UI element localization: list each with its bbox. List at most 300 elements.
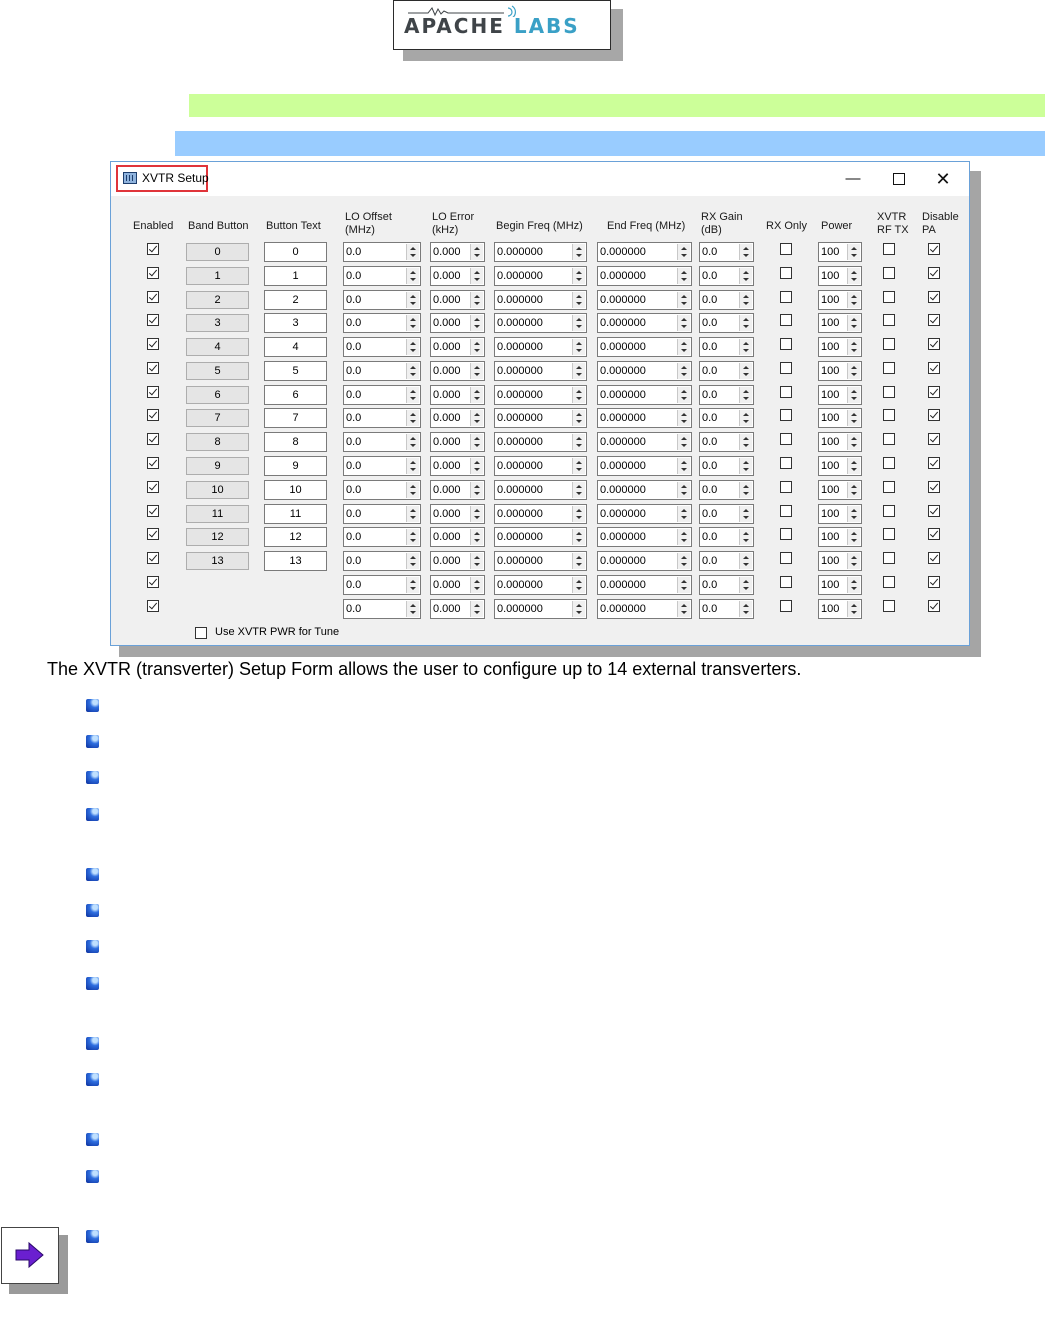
rx-gain-spinner[interactable] <box>699 504 754 524</box>
rx-gain-spinner[interactable] <box>699 266 754 286</box>
band-button[interactable]: 3 <box>186 314 249 332</box>
spinner-arrows-icon[interactable] <box>406 410 419 426</box>
disable-pa-checkbox[interactable] <box>928 267 940 279</box>
spinner-arrows-icon[interactable] <box>677 553 690 569</box>
spinner-arrows-icon[interactable] <box>470 387 483 403</box>
lo-error-spinner[interactable] <box>430 456 485 476</box>
rx-gain-spinner[interactable] <box>699 551 754 571</box>
rx-gain-spinner[interactable] <box>699 599 754 619</box>
button-text-input[interactable]: 1 <box>264 266 327 286</box>
spinner-arrows-icon[interactable] <box>406 363 419 379</box>
enabled-checkbox[interactable] <box>147 505 159 517</box>
rx-gain-spinner[interactable] <box>699 361 754 381</box>
begin-freq-spinner[interactable] <box>494 266 587 286</box>
rx-gain-spinner[interactable] <box>699 480 754 500</box>
rx-gain-spinner[interactable] <box>699 242 754 262</box>
spinner-arrows-icon[interactable] <box>406 529 419 545</box>
lo-error-spinner[interactable] <box>430 504 485 524</box>
disable-pa-checkbox[interactable] <box>928 552 940 564</box>
spinner-arrows-icon[interactable] <box>572 339 585 355</box>
spinner-arrows-icon[interactable] <box>406 339 419 355</box>
spinner-arrows-icon[interactable] <box>470 410 483 426</box>
end-freq-spinner[interactable] <box>597 551 692 571</box>
lo-error-spinner-value: 0.000 <box>433 460 461 472</box>
lo-error-spinner[interactable] <box>430 408 485 428</box>
power-spinner[interactable] <box>818 504 862 524</box>
end-freq-spinner[interactable] <box>597 599 692 619</box>
end-freq-spinner-value: 0.000000 <box>600 508 646 520</box>
spinner-arrows-icon[interactable] <box>677 577 690 593</box>
rx-only-checkbox[interactable] <box>780 576 792 588</box>
enabled-checkbox[interactable] <box>147 291 159 303</box>
band-button[interactable]: 0 <box>186 243 249 261</box>
spinner-arrows-icon[interactable] <box>739 601 752 617</box>
button-text-input[interactable]: 11 <box>264 504 327 524</box>
spinner-arrows-icon[interactable] <box>677 601 690 617</box>
lo-offset-spinner[interactable] <box>343 456 421 476</box>
begin-freq-spinner[interactable] <box>494 313 587 333</box>
spinner-arrows-icon[interactable] <box>470 363 483 379</box>
power-spinner[interactable] <box>818 456 862 476</box>
lo-error-spinner[interactable] <box>430 599 485 619</box>
header-lo-error-unit: (kHz) <box>432 224 459 236</box>
enabled-checkbox[interactable] <box>147 433 159 445</box>
enabled-checkbox[interactable] <box>147 386 159 398</box>
spinner-arrows-icon[interactable] <box>470 292 483 308</box>
spinner-arrows-icon[interactable] <box>739 529 752 545</box>
power-spinner[interactable] <box>818 361 862 381</box>
xvtr-rf-tx-checkbox[interactable] <box>883 338 895 350</box>
spinner-arrows-icon[interactable] <box>847 387 860 403</box>
disable-pa-checkbox[interactable] <box>928 362 940 374</box>
spinner-arrows-icon[interactable] <box>470 315 483 331</box>
band-button[interactable]: 2 <box>186 291 249 309</box>
rx-gain-spinner[interactable] <box>699 575 754 595</box>
begin-freq-spinner[interactable] <box>494 385 587 405</box>
power-spinner[interactable] <box>818 480 862 500</box>
lo-offset-spinner[interactable] <box>343 385 421 405</box>
spinner-arrows-icon[interactable] <box>406 482 419 498</box>
begin-freq-spinner[interactable] <box>494 504 587 524</box>
begin-freq-spinner[interactable] <box>494 242 587 262</box>
lo-offset-spinner[interactable] <box>343 432 421 452</box>
end-freq-spinner[interactable] <box>597 313 692 333</box>
begin-freq-spinner[interactable] <box>494 408 587 428</box>
spinner-arrows-icon[interactable] <box>406 577 419 593</box>
xvtr-rf-tx-checkbox[interactable] <box>883 409 895 421</box>
power-spinner[interactable] <box>818 337 862 357</box>
spinner-arrows-icon[interactable] <box>847 292 860 308</box>
enabled-checkbox[interactable] <box>147 528 159 540</box>
enabled-checkbox[interactable] <box>147 600 159 612</box>
button-text-input[interactable]: 12 <box>264 527 327 547</box>
spinner-arrows-icon[interactable] <box>739 268 752 284</box>
rx-gain-spinner[interactable] <box>699 337 754 357</box>
lo-error-spinner[interactable] <box>430 385 485 405</box>
rx-only-checkbox[interactable] <box>780 267 792 279</box>
spinner-arrows-icon[interactable] <box>739 458 752 474</box>
rx-only-checkbox[interactable] <box>780 457 792 469</box>
disable-pa-checkbox[interactable] <box>928 505 940 517</box>
button-text-input[interactable]: 3 <box>264 313 327 333</box>
xvtr-rf-tx-checkbox[interactable] <box>883 243 895 255</box>
spinner-arrows-icon[interactable] <box>847 529 860 545</box>
rx-only-checkbox[interactable] <box>780 528 792 540</box>
spinner-arrows-icon[interactable] <box>572 363 585 379</box>
spinner-arrows-icon[interactable] <box>739 553 752 569</box>
spinner-arrows-icon[interactable] <box>847 577 860 593</box>
spinner-arrows-icon[interactable] <box>470 458 483 474</box>
spinner-arrows-icon[interactable] <box>847 434 860 450</box>
spinner-arrows-icon[interactable] <box>739 410 752 426</box>
button-text-input[interactable]: 8 <box>264 432 327 452</box>
begin-freq-spinner[interactable] <box>494 361 587 381</box>
band-button[interactable]: 7 <box>186 409 249 427</box>
xvtr-rf-tx-checkbox[interactable] <box>883 433 895 445</box>
enabled-checkbox[interactable] <box>147 338 159 350</box>
enabled-checkbox[interactable] <box>147 314 159 326</box>
spinner-arrows-icon[interactable] <box>677 529 690 545</box>
disable-pa-checkbox[interactable] <box>928 409 940 421</box>
enabled-checkbox[interactable] <box>147 552 159 564</box>
spinner-arrows-icon[interactable] <box>677 410 690 426</box>
spinner-arrows-icon[interactable] <box>406 553 419 569</box>
spinner-arrows-icon[interactable] <box>847 244 860 260</box>
spinner-arrows-icon[interactable] <box>847 601 860 617</box>
spinner-arrows-icon[interactable] <box>470 553 483 569</box>
power-spinner[interactable] <box>818 575 862 595</box>
end-freq-spinner[interactable] <box>597 266 692 286</box>
power-spinner[interactable] <box>818 551 862 571</box>
spinner-arrows-icon[interactable] <box>847 506 860 522</box>
spinner-arrows-icon[interactable] <box>739 387 752 403</box>
button-text-input[interactable]: 13 <box>264 551 327 571</box>
spinner-arrows-icon[interactable] <box>847 410 860 426</box>
rx-gain-spinner[interactable] <box>699 313 754 333</box>
lo-offset-spinner[interactable] <box>343 480 421 500</box>
spinner-arrows-icon[interactable] <box>406 292 419 308</box>
spinner-arrows-icon[interactable] <box>572 315 585 331</box>
disable-pa-checkbox[interactable] <box>928 243 940 255</box>
disable-pa-checkbox[interactable] <box>928 433 940 445</box>
button-text-input[interactable]: 10 <box>264 480 327 500</box>
spinner-arrows-icon[interactable] <box>677 292 690 308</box>
end-freq-spinner[interactable] <box>597 361 692 381</box>
band-button[interactable]: 1 <box>186 267 249 285</box>
end-freq-spinner[interactable] <box>597 242 692 262</box>
disable-pa-checkbox[interactable] <box>928 338 940 350</box>
spinner-arrows-icon[interactable] <box>739 506 752 522</box>
lo-offset-spinner[interactable] <box>343 290 421 310</box>
band-button[interactable]: 9 <box>186 457 249 475</box>
xvtr-rf-tx-checkbox[interactable] <box>883 576 895 588</box>
lo-error-spinner[interactable] <box>430 266 485 286</box>
xvtr-rf-tx-checkbox[interactable] <box>883 528 895 540</box>
spinner-arrows-icon[interactable] <box>470 244 483 260</box>
spinner-arrows-icon[interactable] <box>847 553 860 569</box>
begin-freq-spinner[interactable] <box>494 432 587 452</box>
rx-only-checkbox[interactable] <box>780 505 792 517</box>
rx-only-checkbox[interactable] <box>780 481 792 493</box>
lo-offset-spinner[interactable] <box>343 313 421 333</box>
lo-error-spinner[interactable] <box>430 242 485 262</box>
power-spinner[interactable] <box>818 432 862 452</box>
spinner-arrows-icon[interactable] <box>406 434 419 450</box>
button-text-input[interactable]: 0 <box>264 242 327 262</box>
xvtr-rf-tx-checkbox[interactable] <box>883 600 895 612</box>
rx-gain-spinner[interactable] <box>699 527 754 547</box>
spinner-arrows-icon[interactable] <box>847 482 860 498</box>
button-text-input[interactable]: 9 <box>264 456 327 476</box>
spinner-arrows-icon[interactable] <box>470 506 483 522</box>
lo-error-spinner-value: 0.000 <box>433 341 461 353</box>
end-freq-spinner[interactable] <box>597 290 692 310</box>
end-freq-spinner[interactable] <box>597 480 692 500</box>
begin-freq-spinner[interactable] <box>494 480 587 500</box>
rx-only-checkbox[interactable] <box>780 600 792 612</box>
spinner-arrows-icon[interactable] <box>677 506 690 522</box>
lo-offset-spinner[interactable] <box>343 242 421 262</box>
spinner-arrows-icon[interactable] <box>572 434 585 450</box>
lo-error-spinner[interactable] <box>430 313 485 333</box>
begin-freq-spinner[interactable] <box>494 599 587 619</box>
rx-gain-spinner[interactable] <box>699 432 754 452</box>
spinner-arrows-icon[interactable] <box>677 339 690 355</box>
spinner-arrows-icon[interactable] <box>847 315 860 331</box>
rx-gain-spinner[interactable] <box>699 385 754 405</box>
disable-pa-checkbox[interactable] <box>928 481 940 493</box>
spinner-arrows-icon[interactable] <box>406 506 419 522</box>
begin-freq-spinner-value: 0.000000 <box>497 412 543 424</box>
spinner-arrows-icon[interactable] <box>572 601 585 617</box>
power-spinner[interactable] <box>818 599 862 619</box>
spinner-arrows-icon[interactable] <box>739 315 752 331</box>
spinner-arrows-icon[interactable] <box>470 482 483 498</box>
xvtr-rf-tx-checkbox[interactable] <box>883 314 895 326</box>
spinner-arrows-icon[interactable] <box>572 553 585 569</box>
lo-error-spinner[interactable] <box>430 361 485 381</box>
end-freq-spinner[interactable] <box>597 408 692 428</box>
spinner-arrows-icon[interactable] <box>572 458 585 474</box>
spinner-arrows-icon[interactable] <box>406 601 419 617</box>
enabled-checkbox[interactable] <box>147 409 159 421</box>
band-button[interactable]: 12 <box>186 528 249 546</box>
end-freq-spinner[interactable] <box>597 575 692 595</box>
disable-pa-checkbox[interactable] <box>928 576 940 588</box>
lo-offset-spinner[interactable] <box>343 575 421 595</box>
maximize-button[interactable] <box>884 167 914 191</box>
lo-error-spinner[interactable] <box>430 575 485 595</box>
spinner-arrows-icon[interactable] <box>572 268 585 284</box>
rx-only-checkbox[interactable] <box>780 291 792 303</box>
spinner-arrows-icon[interactable] <box>677 482 690 498</box>
close-button[interactable]: ✕ <box>935 169 951 189</box>
begin-freq-spinner[interactable] <box>494 290 587 310</box>
spinner-arrows-icon[interactable] <box>677 315 690 331</box>
rx-gain-spinner[interactable] <box>699 456 754 476</box>
bullet-icon <box>86 940 99 953</box>
spinner-arrows-icon[interactable] <box>572 410 585 426</box>
spinner-arrows-icon[interactable] <box>739 363 752 379</box>
spinner-arrows-icon[interactable] <box>470 434 483 450</box>
spinner-arrows-icon[interactable] <box>739 482 752 498</box>
power-spinner[interactable] <box>818 242 862 262</box>
next-page-button[interactable] <box>1 1227 59 1284</box>
spinner-arrows-icon[interactable] <box>572 482 585 498</box>
rx-only-checkbox[interactable] <box>780 243 792 255</box>
spinner-arrows-icon[interactable] <box>572 506 585 522</box>
spinner-arrows-icon[interactable] <box>847 339 860 355</box>
spinner-arrows-icon[interactable] <box>406 458 419 474</box>
enabled-checkbox[interactable] <box>147 243 159 255</box>
end-freq-spinner[interactable] <box>597 456 692 476</box>
disable-pa-checkbox[interactable] <box>928 291 940 303</box>
lo-offset-spinner[interactable] <box>343 337 421 357</box>
end-freq-spinner[interactable] <box>597 337 692 357</box>
rx-only-checkbox[interactable] <box>780 386 792 398</box>
power-spinner[interactable] <box>818 385 862 405</box>
lo-offset-spinner[interactable] <box>343 408 421 428</box>
spinner-arrows-icon[interactable] <box>572 292 585 308</box>
button-text-input[interactable]: 2 <box>264 290 327 310</box>
spinner-arrows-icon[interactable] <box>406 268 419 284</box>
spinner-arrows-icon[interactable] <box>572 577 585 593</box>
rx-only-checkbox[interactable] <box>780 552 792 564</box>
button-text-input[interactable]: 5 <box>264 361 327 381</box>
lo-offset-spinner[interactable] <box>343 551 421 571</box>
lo-offset-spinner[interactable] <box>343 504 421 524</box>
begin-freq-spinner[interactable] <box>494 575 587 595</box>
begin-freq-spinner-value: 0.000000 <box>497 389 543 401</box>
rx-only-checkbox[interactable] <box>780 314 792 326</box>
spinner-arrows-icon[interactable] <box>572 387 585 403</box>
rx-gain-spinner[interactable] <box>699 408 754 428</box>
spinner-arrows-icon[interactable] <box>470 268 483 284</box>
use-xvtr-pwr-tune-checkbox[interactable] <box>195 627 207 639</box>
begin-freq-spinner[interactable] <box>494 337 587 357</box>
spinner-arrows-icon[interactable] <box>677 363 690 379</box>
xvtr-rf-tx-checkbox[interactable] <box>883 267 895 279</box>
xvtr-rf-tx-checkbox[interactable] <box>883 481 895 493</box>
apache-labs-logo <box>393 0 611 50</box>
spinner-arrows-icon[interactable] <box>677 268 690 284</box>
spinner-arrows-icon[interactable] <box>572 529 585 545</box>
spinner-arrows-icon[interactable] <box>406 315 419 331</box>
spinner-arrows-icon[interactable] <box>470 339 483 355</box>
rx-only-checkbox[interactable] <box>780 409 792 421</box>
disable-pa-checkbox[interactable] <box>928 386 940 398</box>
spinner-arrows-icon[interactable] <box>470 577 483 593</box>
spinner-arrows-icon[interactable] <box>470 601 483 617</box>
minimize-button[interactable]: — <box>845 170 861 187</box>
bullet-icon <box>86 699 99 712</box>
power-spinner-value: 100 <box>821 484 840 496</box>
power-spinner[interactable] <box>818 527 862 547</box>
spinner-arrows-icon[interactable] <box>470 529 483 545</box>
spinner-arrows-icon[interactable] <box>847 363 860 379</box>
disable-pa-checkbox[interactable] <box>928 457 940 469</box>
spinner-arrows-icon[interactable] <box>739 577 752 593</box>
rx-only-checkbox[interactable] <box>780 338 792 350</box>
lo-error-spinner[interactable] <box>430 290 485 310</box>
lo-error-spinner[interactable] <box>430 480 485 500</box>
rx-only-checkbox[interactable] <box>780 433 792 445</box>
xvtr-rf-tx-checkbox[interactable] <box>883 552 895 564</box>
end-freq-spinner[interactable] <box>597 432 692 452</box>
band-button[interactable]: 10 <box>186 481 249 499</box>
band-button[interactable]: 8 <box>186 433 249 451</box>
lo-error-spinner[interactable] <box>430 337 485 357</box>
band-button[interactable]: 11 <box>186 505 249 523</box>
enabled-checkbox[interactable] <box>147 457 159 469</box>
enabled-checkbox[interactable] <box>147 576 159 588</box>
spinner-arrows-icon[interactable] <box>739 244 752 260</box>
spinner-arrows-icon[interactable] <box>406 387 419 403</box>
begin-freq-spinner[interactable] <box>494 527 587 547</box>
disable-pa-checkbox[interactable] <box>928 314 940 326</box>
end-freq-spinner[interactable] <box>597 504 692 524</box>
spinner-arrows-icon[interactable] <box>739 292 752 308</box>
disable-pa-checkbox[interactable] <box>928 528 940 540</box>
band-button[interactable]: 5 <box>186 362 249 380</box>
band-button[interactable]: 13 <box>186 552 249 570</box>
spinner-arrows-icon[interactable] <box>677 458 690 474</box>
spinner-arrows-icon[interactable] <box>572 244 585 260</box>
begin-freq-spinner[interactable] <box>494 456 587 476</box>
rx-gain-spinner[interactable] <box>699 290 754 310</box>
lo-offset-spinner[interactable] <box>343 599 421 619</box>
lo-offset-spinner[interactable] <box>343 527 421 547</box>
power-spinner[interactable] <box>818 266 862 286</box>
power-spinner[interactable] <box>818 313 862 333</box>
end-freq-spinner[interactable] <box>597 385 692 405</box>
lo-offset-spinner[interactable] <box>343 266 421 286</box>
begin-freq-spinner[interactable] <box>494 551 587 571</box>
end-freq-spinner[interactable] <box>597 527 692 547</box>
lo-offset-spinner[interactable] <box>343 361 421 381</box>
band-button[interactable]: 4 <box>186 338 249 356</box>
lo-error-spinner[interactable] <box>430 527 485 547</box>
xvtr-rf-tx-checkbox[interactable] <box>883 386 895 398</box>
button-text-input[interactable]: 7 <box>264 408 327 428</box>
spinner-arrows-icon[interactable] <box>406 244 419 260</box>
lo-error-spinner[interactable] <box>430 551 485 571</box>
spinner-arrows-icon[interactable] <box>677 244 690 260</box>
spinner-arrows-icon[interactable] <box>677 434 690 450</box>
spinner-arrows-icon[interactable] <box>739 434 752 450</box>
xvtr-rf-tx-checkbox[interactable] <box>883 362 895 374</box>
button-text-input[interactable]: 4 <box>264 337 327 357</box>
power-spinner[interactable] <box>818 290 862 310</box>
enabled-checkbox[interactable] <box>147 362 159 374</box>
button-text-input[interactable]: 6 <box>264 385 327 405</box>
lo-error-spinner[interactable] <box>430 432 485 452</box>
xvtr-rf-tx-checkbox[interactable] <box>883 505 895 517</box>
xvtr-rf-tx-checkbox[interactable] <box>883 457 895 469</box>
disable-pa-checkbox[interactable] <box>928 600 940 612</box>
spinner-arrows-icon[interactable] <box>739 339 752 355</box>
spinner-arrows-icon[interactable] <box>847 268 860 284</box>
power-spinner[interactable] <box>818 408 862 428</box>
spinner-arrows-icon[interactable] <box>847 458 860 474</box>
enabled-checkbox[interactable] <box>147 267 159 279</box>
spinner-arrows-icon[interactable] <box>677 387 690 403</box>
rx-only-checkbox[interactable] <box>780 362 792 374</box>
heading-bar-blue <box>175 131 1045 156</box>
enabled-checkbox[interactable] <box>147 481 159 493</box>
xvtr-rf-tx-checkbox[interactable] <box>883 291 895 303</box>
band-button[interactable]: 6 <box>186 386 249 404</box>
